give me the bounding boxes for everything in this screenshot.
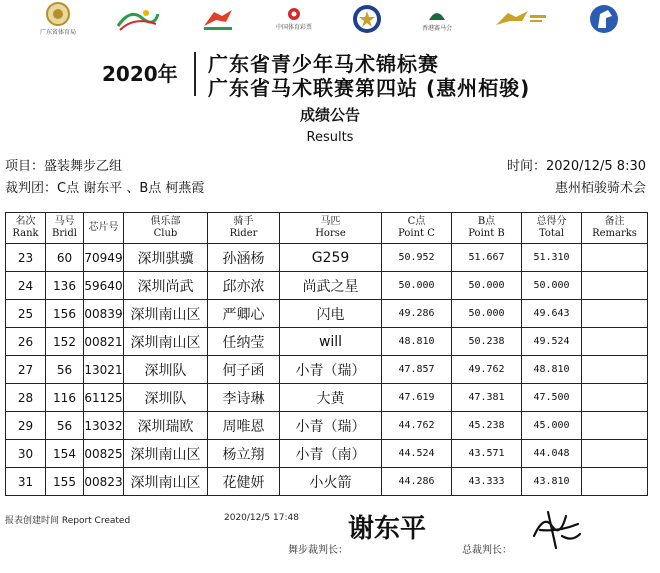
report-created-time: 2020/12/5 17:48 xyxy=(224,513,299,523)
cell-bridle: 154 xyxy=(46,440,84,468)
cell-club: 深圳南山区 xyxy=(124,468,208,496)
cell-rider: 孙涵杨 xyxy=(208,244,280,272)
cell-total: 45.000 xyxy=(522,412,582,440)
cell-club: 深圳南山区 xyxy=(124,328,208,356)
event-name: 项目：盛装舞步乙组 xyxy=(5,159,123,174)
cell-horse: 小青（南） xyxy=(280,440,382,468)
cell-point-c: 50.952 xyxy=(382,244,452,272)
announcement-heading: 成绩公告 xyxy=(299,106,360,124)
cell-remarks xyxy=(582,468,648,496)
cell-point-c: 48.810 xyxy=(382,328,452,356)
cell-chip: 59640 xyxy=(84,272,124,300)
cell-horse: 小青（瑞） xyxy=(280,412,382,440)
cell-remarks xyxy=(582,272,648,300)
judge-panel: 裁判团：C点 谢东平 、B点 柯燕霞 xyxy=(5,181,205,196)
cell-bridle: 56 xyxy=(46,356,84,384)
cell-rider: 杨立翔 xyxy=(208,440,280,468)
title-block xyxy=(0,48,660,98)
dressage-judge-label: 舞步裁判长： xyxy=(288,545,348,556)
cell-chip: 00823 xyxy=(84,468,124,496)
cell-bridle: 136 xyxy=(46,272,84,300)
title-divider xyxy=(194,52,196,96)
blue-horse-head-logo-icon xyxy=(588,4,620,34)
cell-horse: 尚武之星 xyxy=(280,272,382,300)
cell-point-b: 49.762 xyxy=(452,356,522,384)
title-line-1: 广东省青少年马术锦标赛 xyxy=(208,52,439,76)
event-time: 时间：2020/12/5 8:30 xyxy=(507,159,646,174)
cell-horse: 小青（瑞） xyxy=(280,356,382,384)
cell-total: 43.810 xyxy=(522,468,582,496)
dressage-judge-signature: 谢东平 xyxy=(348,514,427,544)
title-line-2: 广东省马术联赛第四站 (惠州栢骏) xyxy=(208,76,531,100)
cell-total: 47.500 xyxy=(522,384,582,412)
cell-total: 51.310 xyxy=(522,244,582,272)
cell-rider: 严卿心 xyxy=(208,300,280,328)
cell-chip: 00821 xyxy=(84,328,124,356)
cell-point-c: 50.000 xyxy=(382,272,452,300)
cell-rank: 31 xyxy=(6,468,46,496)
cell-horse: 闪电 xyxy=(280,300,382,328)
cell-bridle: 155 xyxy=(46,468,84,496)
golden-horse-logo-icon xyxy=(492,7,548,31)
table-header-row xyxy=(6,213,648,244)
cell-total: 49.643 xyxy=(522,300,582,328)
cell-point-c: 47.619 xyxy=(382,384,452,412)
cell-chip: 00839 xyxy=(84,300,124,328)
cell-point-b: 47.381 xyxy=(452,384,522,412)
cell-club: 深圳尚武 xyxy=(124,272,208,300)
cell-rider: 周唯恩 xyxy=(208,412,280,440)
cell-rank: 26 xyxy=(6,328,46,356)
cell-rider: 何子函 xyxy=(208,356,280,384)
column-header-rank: 名次 Rank xyxy=(6,213,46,244)
cell-chip: 61125 xyxy=(84,384,124,412)
cell-rider: 邱亦浓 xyxy=(208,272,280,300)
cell-point-c: 44.524 xyxy=(382,440,452,468)
cell-total: 49.524 xyxy=(522,328,582,356)
cell-total: 50.000 xyxy=(522,272,582,300)
cell-rank: 29 xyxy=(6,412,46,440)
cell-point-b: 50.000 xyxy=(452,300,522,328)
cell-point-c: 47.857 xyxy=(382,356,452,384)
cell-bridle: 116 xyxy=(46,384,84,412)
chief-judge-label: 总裁判长： xyxy=(462,545,512,556)
column-header-club: 俱乐部 Club xyxy=(124,213,208,244)
cell-horse: 小火箭 xyxy=(280,468,382,496)
cell-remarks xyxy=(582,440,648,468)
logo-strip xyxy=(40,2,620,36)
venue-name: 惠州栢骏骑术会 xyxy=(554,181,646,196)
column-header-total: 总得分 Total xyxy=(522,213,582,244)
column-header-point-c: C点 Point C xyxy=(382,213,452,244)
cell-point-c: 44.762 xyxy=(382,412,452,440)
cell-point-b: 45.238 xyxy=(452,412,522,440)
table-row xyxy=(6,384,648,412)
round-seal-emblem-icon xyxy=(352,4,382,34)
cell-point-b: 50.238 xyxy=(452,328,522,356)
results-table-body xyxy=(6,244,648,496)
cell-club: 深圳瑞欧 xyxy=(124,412,208,440)
cell-bridle: 156 xyxy=(46,300,84,328)
results-heading: Results xyxy=(306,130,354,145)
cell-chip: 00825 xyxy=(84,440,124,468)
cell-bridle: 60 xyxy=(46,244,84,272)
column-header-bridle: 马号 Bridl xyxy=(46,213,84,244)
column-header-chip: 芯片号 xyxy=(84,213,124,244)
cell-remarks xyxy=(582,300,648,328)
cell-rider: 李诗琳 xyxy=(208,384,280,412)
cell-rank: 23 xyxy=(6,244,46,272)
equestrian-association-logo-icon xyxy=(116,6,160,32)
cell-total: 44.048 xyxy=(522,440,582,468)
table-row xyxy=(6,440,648,468)
cell-club: 深圳骐骥 xyxy=(124,244,208,272)
cell-point-c: 49.286 xyxy=(382,300,452,328)
china-sports-lottery-logo-icon: 中国体育彩票 xyxy=(276,7,312,31)
cell-club: 深圳南山区 xyxy=(124,440,208,468)
cell-chip: 13021 xyxy=(84,356,124,384)
cell-point-b: 50.000 xyxy=(452,272,522,300)
cell-chip: 13032 xyxy=(84,412,124,440)
cell-remarks xyxy=(582,384,648,412)
cell-remarks xyxy=(582,244,648,272)
cell-remarks xyxy=(582,356,648,384)
cell-club: 深圳队 xyxy=(124,384,208,412)
cell-rank: 24 xyxy=(6,272,46,300)
column-header-rider: 骑手 Rider xyxy=(208,213,280,244)
event-year: 2020年 xyxy=(102,62,178,86)
column-header-point-b: B点 Point B xyxy=(452,213,522,244)
jockey-club-logo-icon: 香港赛马会 xyxy=(422,6,452,32)
cell-horse: G259 xyxy=(280,244,382,272)
cell-point-b: 51.667 xyxy=(452,244,522,272)
cell-bridle: 56 xyxy=(46,412,84,440)
table-row xyxy=(6,300,648,328)
results-table xyxy=(5,212,648,496)
cell-rank: 30 xyxy=(6,440,46,468)
column-header-horse: 马匹 Horse xyxy=(280,213,382,244)
cell-horse: will xyxy=(280,328,382,356)
chief-judge-signature-icon xyxy=(528,506,584,552)
table-row xyxy=(6,412,648,440)
cell-total: 48.810 xyxy=(522,356,582,384)
cell-rank: 25 xyxy=(6,300,46,328)
cell-horse: 大黄 xyxy=(280,384,382,412)
cell-club: 深圳南山区 xyxy=(124,300,208,328)
cell-remarks xyxy=(582,328,648,356)
cell-chip: 70949 xyxy=(84,244,124,272)
cell-point-b: 43.571 xyxy=(452,440,522,468)
report-created-label: 报表创建时间 Report Created xyxy=(5,516,131,526)
cell-rider: 任纳莹 xyxy=(208,328,280,356)
cell-rank: 28 xyxy=(6,384,46,412)
sports-bureau-emblem-icon: 广东省体育局 xyxy=(40,2,76,36)
table-row xyxy=(6,272,648,300)
cell-bridle: 152 xyxy=(46,328,84,356)
table-row xyxy=(6,468,648,496)
table-row xyxy=(6,356,648,384)
cell-club: 深圳队 xyxy=(124,356,208,384)
cell-point-c: 44.286 xyxy=(382,468,452,496)
column-header-remarks: 备注 Remarks xyxy=(582,213,648,244)
cell-rider: 花健妍 xyxy=(208,468,280,496)
running-horse-logo-icon xyxy=(200,6,236,32)
table-row xyxy=(6,244,648,272)
cell-remarks xyxy=(582,412,648,440)
cell-point-b: 43.333 xyxy=(452,468,522,496)
table-row xyxy=(6,328,648,356)
cell-rank: 27 xyxy=(6,356,46,384)
